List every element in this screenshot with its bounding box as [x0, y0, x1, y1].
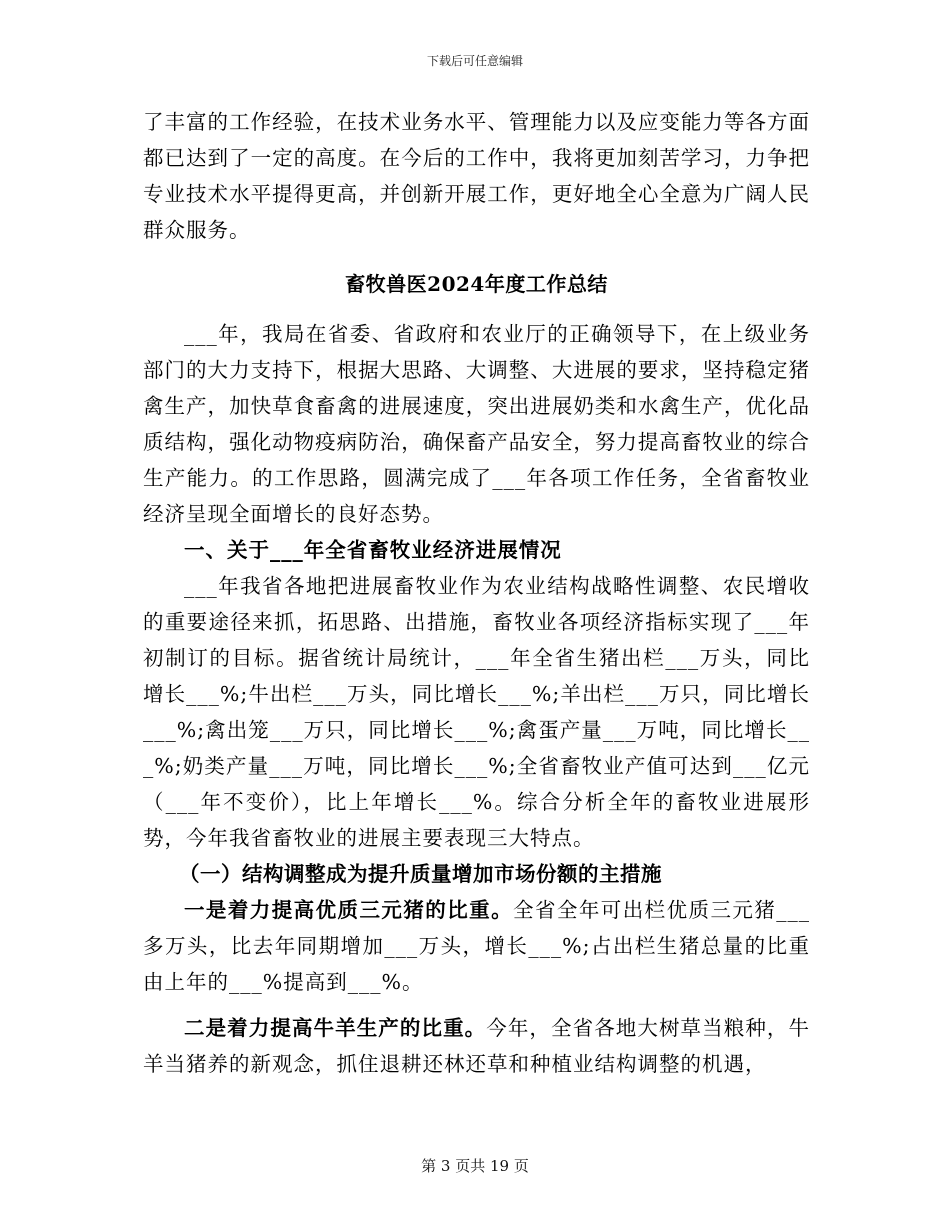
- point-2-text: 今年，全省各地大树草当粮种，牛羊当猪养的新观念，抓住退耕还林还草和种植业结构调整的机遇，: [143, 1016, 810, 1076]
- point-2-lead: 二是着力提高牛羊生产的比重。: [184, 1016, 487, 1040]
- subsection-heading-1: （一）结构调整成为提升质量增加市场份额的主措施: [179, 862, 662, 886]
- section-heading-1: 一、关于___年全省畜牧业经济进展情况: [184, 538, 562, 562]
- intro-paragraph: 了丰富的工作经验，在技术业务水平、管理能力以及应变能力等各方面都已达到了一定的高度。在今后的工作中，我将更加刻苦学习，力争把专业技术水平提得更高，并创新开展工作，更好地全心全意为广阔人民群众服务。: [143, 110, 810, 242]
- document-body: [143, 104, 810, 1082]
- document-title: 畜牧兽医2024年度工作总结: [345, 272, 608, 296]
- paragraph-statistics: ___年我省各地把进展畜牧业作为农业结构战略性调整、农民增收的重要途径来抓，拓思路、出措施，畜牧业各项经济指标实现了___年初制订的目标。据省统计局统计，___年全省生猪出栏___万头，同比增长___%;牛出栏___万头，同比增长___%;羊出栏___万只，同比增长___%;禽出笼___万只，同比增长___%;禽蛋产量___万吨，同比增长___%;奶类产量___万吨，同比增长___%;全省畜牧业产值可达到___亿元（___年不变价），比上年增长___%。综合分析全年的畜牧业进展形势，今年我省畜牧业的进展主要表现三大特点。: [143, 574, 810, 850]
- page-header-note: 下载后可任意编辑: [426, 54, 523, 68]
- point-2-paragraph: [143, 1010, 810, 1082]
- point-1-paragraph: [143, 892, 810, 1000]
- point-1-text: 全省全年可出栏优质三元猪___多万头，比去年同期增加___万头，增长___%;占出栏生猪总量的比重由上年的___%提高到___%。: [143, 898, 811, 994]
- paragraph-overview: ___年，我局在省委、省政府和农业厅的正确领导下，在上级业务部门的大力支持下，根据大思路、大调整、大进展的要求，坚持稳定猪禽生产，加快草食畜禽的进展速度，突出进展奶类和水禽生产，优化品质结构，强化动物疫病防治，确保畜产品安全，努力提高畜牧业的综合生产能力。的工作思路，圆满完成了___年各项工作任务，全省畜牧业经济呈现全面增长的良好态势。: [143, 322, 810, 526]
- page-number-footer: 第 3 页共 19 页: [421, 1157, 529, 1175]
- point-1-lead: 一是着力提高优质三元猪的比重。: [184, 898, 514, 922]
